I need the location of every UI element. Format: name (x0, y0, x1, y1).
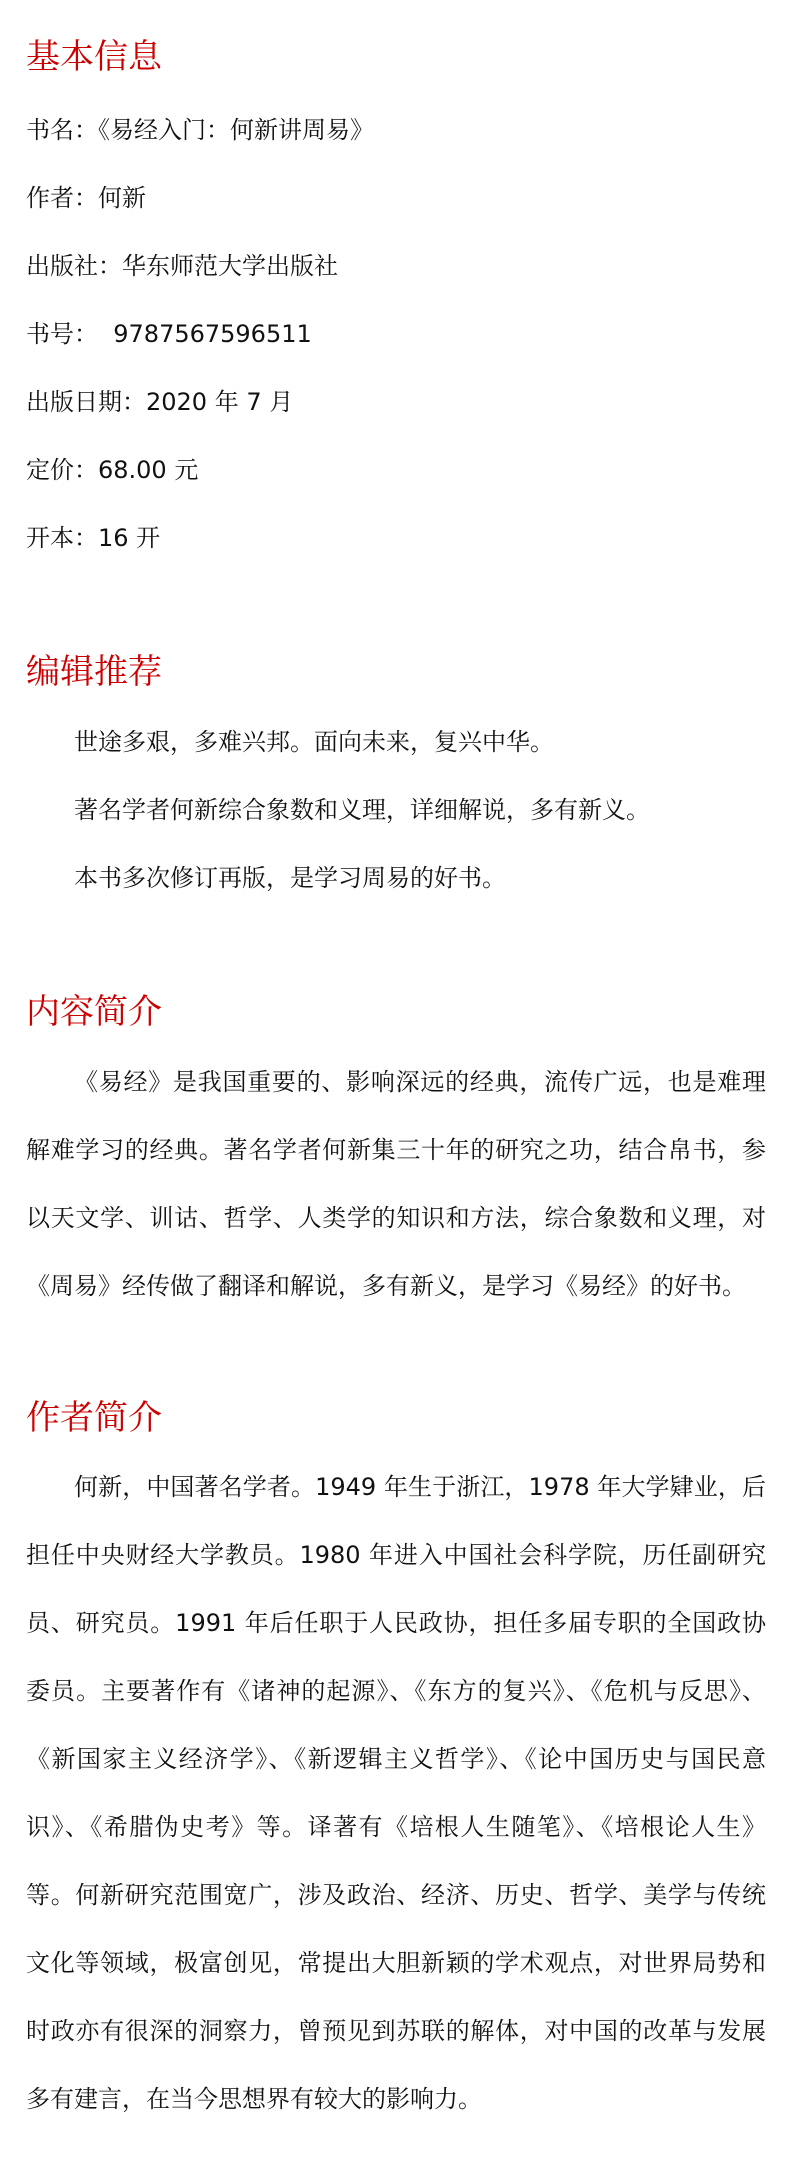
author-line: 作者：何新 (26, 184, 146, 212)
isbn-line: 书号： 9787567596511 (26, 320, 312, 348)
book-title-line: 书名：《易经入门：何新讲周易》 (26, 116, 374, 144)
basic-info-heading: 基本信息 (26, 37, 162, 77)
publisher-line: 出版社：华东师范大学出版社 (26, 252, 338, 280)
content-summary-heading: 内容简介 (26, 992, 162, 1032)
content-summary-text: 《易经》是我国重要的、影响深远的经典，流传广远，也是难理解难学习的经典。著名学者何新集三十年的研究之功，结合帛书，参以天文学、训诂、哲学、人类学的知识和方法，综合象数和义理，对《周易》经传做了翻译和解说，多有新义，是学习《易经》的好书。 (26, 1068, 766, 1300)
format-line: 开本：16 开 (26, 524, 161, 552)
author-intro-text: 何新，中国著名学者。1949 年生于浙江，1978 年大学肄业，后担任中央财经大学教员。1980 年进入中国社会科学院，历任副研究员、研究员。1991 年后任职于人民政协，担任多届专职的全国政协委员。主要著作有《诸神的起源》、《东方的复兴》、《危机与反思》、《新国家主义经济学》、《新逻辑主义哲学》、《论中国历史与国民意识》、《希腊伪史考》等。译著有《培根人生随笔》、《培根论人生》等。何新研究范围宽广，涉及政治、经济、历史、哲学、美学与传统文化等领域，极富创见，常提出大胆新颖的学术观点，对世界局势和时政亦有很深的洞察力，曾预见到苏联的解体，对中国的改革与发展多有建言，在当今思想界有较大的影响力。 (26, 1473, 766, 2113)
price-line: 定价：68.00 元 (26, 456, 199, 484)
author-intro-heading: 作者简介 (26, 1398, 162, 1438)
recommendation-paragraph: 著名学者何新综合象数和义理，详细解说，多有新义。 (74, 796, 650, 824)
recommendation-paragraph: 世途多艰，多难兴邦。面向未来，复兴中华。 (74, 728, 554, 756)
recommendation-paragraph: 本书多次修订再版，是学习周易的好书。 (74, 864, 506, 892)
publish-date-line: 出版日期：2020 年 7 月 (26, 388, 294, 416)
editor-recommendation-heading: 编辑推荐 (26, 652, 162, 692)
